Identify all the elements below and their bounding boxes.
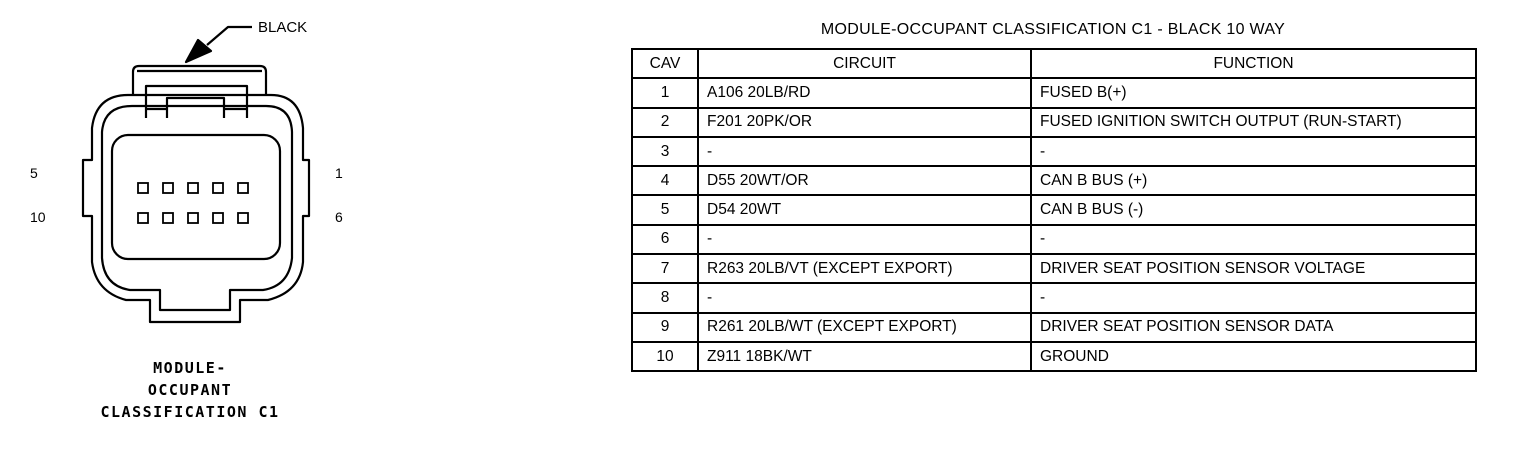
circuit-cell: - (698, 283, 1031, 312)
connector-housing-outer (83, 95, 309, 322)
pin-cavity (238, 213, 248, 223)
circuit-cell: A106 20LB/RD (698, 78, 1031, 107)
circuit-cell: R261 20LB/WT (EXCEPT EXPORT) (698, 313, 1031, 342)
table-row (632, 313, 1476, 342)
function-cell: FUSED B(+) (1031, 78, 1476, 107)
cav-cell: 3 (632, 137, 698, 166)
cav-cell: 4 (632, 166, 698, 195)
table-row (632, 78, 1476, 107)
circuit-cell: F201 20PK/OR (698, 108, 1031, 137)
function-cell: CAN B BUS (+) (1031, 166, 1476, 195)
table-row (632, 283, 1476, 312)
function-cell: - (1031, 225, 1476, 254)
pin-label-bottom-left: 10 (30, 209, 46, 225)
pin-cavity (213, 213, 223, 223)
pin-cavity (188, 183, 198, 193)
circuit-cell: R263 20LB/VT (EXCEPT EXPORT) (698, 254, 1031, 283)
table-row (632, 254, 1476, 283)
pin-cavity (188, 213, 198, 223)
function-cell: - (1031, 283, 1476, 312)
function-cell: CAN B BUS (-) (1031, 195, 1476, 224)
color-callout-leader (207, 27, 252, 45)
connector-caption (60, 357, 320, 423)
cav-cell: 9 (632, 313, 698, 342)
callout-arrowhead (186, 40, 211, 62)
cav-cell: 5 (632, 195, 698, 224)
cav-cell: 7 (632, 254, 698, 283)
connector-housing-inner (102, 106, 292, 310)
terminal-cavity-block (112, 135, 280, 259)
table-row (632, 137, 1476, 166)
connector-color-label: BLACK (258, 19, 308, 36)
cav-cell: 6 (632, 225, 698, 254)
pin-label-bottom-right: 6 (335, 209, 343, 225)
pin-cavity (163, 183, 173, 193)
header-function: FUNCTION (1031, 49, 1476, 78)
cav-cell: 2 (632, 108, 698, 137)
header-circuit: CIRCUIT (698, 49, 1031, 78)
lock-latch (146, 86, 247, 118)
table-row (632, 225, 1476, 254)
table-title: MODULE-OCCUPANT CLASSIFICATION C1 - BLACK 10 WAY (820, 21, 1286, 38)
connector-face-diagram (0, 0, 620, 350)
circuit-cell: Z911 18BK/WT (698, 342, 1031, 371)
pinout-table (631, 48, 1477, 372)
pin-label-top-right: 1 (335, 165, 343, 181)
cav-cell: 1 (632, 78, 698, 107)
caption-line: OCCUPANT (147, 381, 233, 399)
function-cell: DRIVER SEAT POSITION SENSOR VOLTAGE (1031, 254, 1476, 283)
function-cell: - (1031, 137, 1476, 166)
circuit-cell: - (698, 137, 1031, 166)
pin-cavity (138, 213, 148, 223)
cav-cell: 8 (632, 283, 698, 312)
caption-line: MODULE- (153, 359, 227, 377)
function-cell: GROUND (1031, 342, 1476, 371)
pin-label-top-left: 5 (30, 165, 38, 181)
circuit-cell: D55 20WT/OR (698, 166, 1031, 195)
table-row (632, 195, 1476, 224)
table-row (632, 342, 1476, 371)
cav-cell: 10 (632, 342, 698, 371)
pin-cavity (213, 183, 223, 193)
table-row (632, 108, 1476, 137)
function-cell: DRIVER SEAT POSITION SENSOR DATA (1031, 313, 1476, 342)
pin-cavity (238, 183, 248, 193)
circuit-cell: D54 20WT (698, 195, 1031, 224)
function-cell: FUSED IGNITION SWITCH OUTPUT (RUN-START) (1031, 108, 1476, 137)
table-row (632, 166, 1476, 195)
pin-cavity (138, 183, 148, 193)
table-header-row (632, 49, 1476, 78)
caption-line: CLASSIFICATION C1 (100, 403, 280, 421)
circuit-cell: - (698, 225, 1031, 254)
pin-cavity (163, 213, 173, 223)
header-cav: CAV (632, 49, 698, 78)
latch-center-tab (167, 98, 224, 118)
